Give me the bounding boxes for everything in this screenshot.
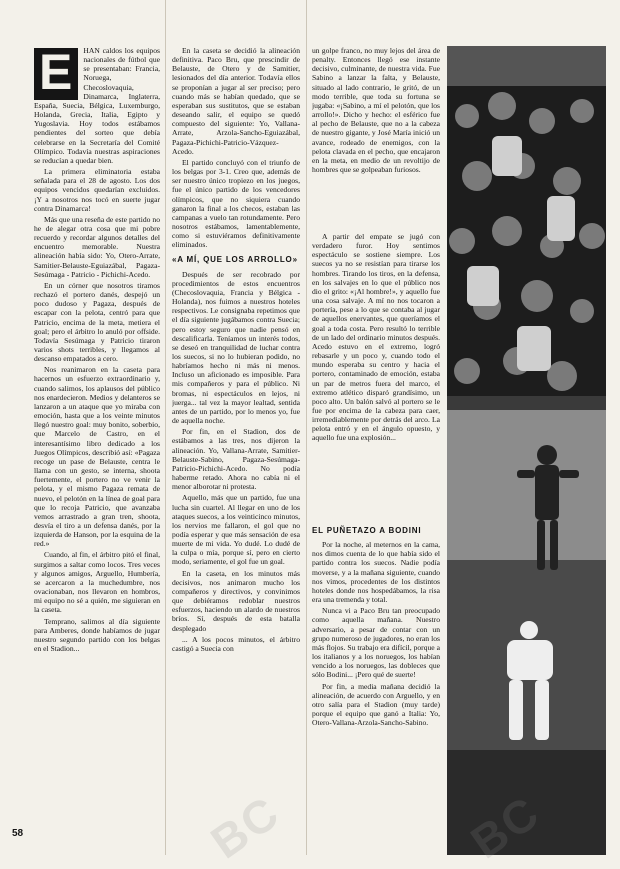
paragraph: Nunca vi a Paco Bru tan preocupado como aquella mañana. Nuestro adversario, a pesar de contar con un grupo numeroso de jugadores, no eran los más flojos. Su trabajo era difícil, porque a los italianos y a los noruegos, los habían vencido a los noruegos, las dobleces que sólo Bodini... ¡Pero qué de suerte! — [312, 606, 440, 680]
paragraph: Temprano, salimos al día siguiente para Amberes, donde habíamos de jugar nuestro segundo partido con los belgas en el Stadion... — [34, 616, 160, 653]
paragraph: Cuando, al fin, el árbitro pitó el final, surgimos a saltar como locos. Tres veces y algunos amigos, Arguello, Humbería, se acercaron a la muchedumbre, nos ovacionaban, nos llevaron en hombros, mi equipo no sé a quién, me siguieran en la caseta. — [34, 550, 160, 615]
paragraph: A partir del empate se jugó con verdadero furor. Hoy sentimos espectáculo se sostiene siempre. Los suecos ya no se resistían para tirarse los hombres. Tirando los tiros, en la defensa, en los salvajes en lo que el público nos dio el grito: «¡Al hombre!», y aquello fue una cosa salvaje. A mí no nos tocaron a portería, pese a lo que se contaba al jugar de aquellos enervantes, que queríamos el goal a toda costa. Pero resultó lo terrible de un lado del ordinario minutos después. Acedo estuvo en el extremo, logró rebasarle y un poco y, cuando todo el mundo esperaba su centro y hacia el portero, contaminado de emoción, estaba un par de metros fuera del marco, el extremo atlético disparó grandísimo, un poco alto. Un balón salvó al portero se le fue por encima de la cabeza para caer, irremediablemente por detrás del arco. La pelota entró y en el ángulo opuesto, y aquello fue una explosión... — [312, 232, 440, 443]
paragraph: HAN caldos los equipos nacionales de fútbol que se presentaban: Francia, Noruega, Checoslovaquia, Dinamarca, Inglaterra, España, Suecia, Bélgica, Luxemburgo, Holanda, Grecia, Italia, Egipto y Yugoslavia. Hoy todos estábamos pendientes del sorteo que debía celebrarse en la Secretaría del Comité Olímpico. Todavía nuestras aspiraciones se reducían a quedar bien. — [34, 46, 160, 165]
article-column-3-middle — [312, 232, 440, 504]
goalkeeper-photo — [447, 410, 606, 855]
paragraph: Por fin, a media mañana decidió la alineación, de acuerdo con Arguello, y en otro salía para el Stadion (muy tarde) porque el equipo que ganó a Italia: Yo, Otero-Vallana-Arzola-Sancho-Sabino. — [312, 681, 440, 728]
column-divider — [165, 0, 166, 855]
article-column-1 — [34, 46, 160, 834]
crowd-photo — [447, 46, 606, 436]
paragraph: Aquello, más que un partido, fue una lucha sin cuartel. Al llegar en uno de los ataques suecos, a los veinticinco minutos, los nervios me fallaron, el gol que no podía esperar y que más sensación de esa muerte de mi vida. Yo dudé. Lo dudé de la culpa o mía, porque sí, pero en cierto modo, seriamente, el gol fue un goal. — [172, 493, 300, 567]
goalkeeper-photo-image — [447, 410, 606, 855]
column-divider — [306, 0, 307, 855]
article-column-2 — [172, 46, 300, 834]
drop-cap: E — [34, 48, 78, 100]
paragraph: En la caseta se decidió la alineación definitiva. Paco Bru, que prescindir de Belauste, de Otero y de Samitier, lesionados del día anterior. Todavía ellos se proponían a jugar al ser preciso; pero cuando más se habían quedado, que se esperaban sus sustitutos, que se estaban deseando salir, el equipo se quedó compuesto del siguiente: Yo, Vallana-Arrate, Arzola-Sancho-Eguiazábal, Pagaza-Pichichi-Patricio-Vázquez-Acedo. — [172, 46, 300, 156]
watermark: BC — [461, 785, 549, 869]
paragraph: El partido concluyó con el triunfo de los belgas por 3-1. Creo que, además de ser nuestro único tropiezo en los juegos, fue el único partido de los vencedores olímpicos, que no siquiera cuando ganaron la final a los checos, estaban las campanas a vuelo tan rotundamente. Pero nosotros estábamos, lamentablemente, como si estuviéramos definitivamente eliminados. — [172, 157, 300, 250]
page-number: 58 — [12, 828, 24, 839]
paragraph: La primera eliminatoria estaba señalada para el 28 de agosto. Los dos equipos vencidos quedarían excluidos. ¡Y a nosotros nos tocó en suerte jugar contra Dinamarca! — [34, 167, 160, 213]
paragraph: un golpe franco, no muy lejos del área de penalty. Entonces llegó ese instante decisivo, culminante, de nuestra vida. Fue Sabino a lanzar la falta, y Belauste, situado al lado contrario, le gritó, de un modo terrible, que toda su fortuna se jugaba: «¡Sabino, a mí el pelotón, que los arrollo!». Dicho y hecho: el esférico fue al pecho de Belauste, que no a la cabeza de nuestro gigante, y José María inició un avance, rodeado de enemigos, con la pelota clavada en el pecho, que encajaron en la meta, en medio de un revoltijo de hombres que se golpeaban furiosos. — [312, 46, 440, 175]
section-subhead: «A MÍ, QUE LOS ARROLLO» — [172, 255, 298, 265]
paragraph: Nos reanimaron en la caseta para hacernos un esfuerzo extraordinario y, cuando salimos, los aplausos del público nos enardecieron. Medios y delanteros se lanzaron a un ataque que yo miraba con emoción, hasta que a los veinte minutos llegó nuestro goal: muy bonito, soberbio, que Marcelo de Castro, en el interesantísimo libro dedicado a los Juegos Olímpicos, describió así: «Pagaza recoge un pase de Belauste, centra le llama con un gesto, se interna, shoota fuertemente, el portero no ve venir la pelota, y el mismo Pagaza remata de nuevo, el pelotón en la línea de goal para que lo recoja Patricio, que avanzaba vemos arrastrado a gran tren, shoota, desvía el tiro a un defensa danés, por la izquierda de Hanson, por la esquina de la red.» — [34, 365, 160, 549]
paragraph: En la caseta, en los minutos más decisivos, nos animaron mucho los compañeros y directivos, y convinimos que debiéramos redoblar nuestros esfuerzos, haciendo un alardo de nuestros bríos. Sí, después de esta batalla desplegado — [172, 568, 300, 633]
paragraph: Por la noche, al meternos en la cama, nos dimos cuenta de lo que había sido el partido contra los suecos. Nadie podía moverse, y a la mañana siguiente, cuando nos vimos, procedentes de los distintos hoteles donde nos hospedábamos, la risa era una tremenda y total. — [312, 540, 440, 605]
paragraph: Por fin, en el Stadion, dos de estábamos a las tres, nos dijeron la alineación. Yo, Vallana-Arrate, Samitier-Belauste-Sabino, Pagaza-Sesúmaga-Patricio-Pichichi-Acedo. No podía haberme retado. Ahora no cabía ni el menor alborotar ni protesta. — [172, 427, 300, 492]
section-subhead: EL PUÑETAZO A BODINI — [312, 526, 422, 535]
crowd-photo-image — [447, 46, 606, 436]
paragraph: En un córner que nosotros tiramos rechazó el portero danés, despejó un poco dudoso y Pagaza, después de escapar con la pelota, centró para que Patricio, encima de la meta, metiera el goal; pero el árbitro lo anuló por offside. Todavía Sesúmaga y Patricio tiraron varios shots terribles, y llegamos al descanso empatados a cero. — [34, 280, 160, 364]
watermark: BC — [201, 785, 289, 869]
paragraph: Más que una reseña de este partido no he de alegar otra cosa que mi pobre recuerdo y recordar algunos detalles del encuentro memorable. Nuestra alineación había sido: Yo, Otero-Arrate, Samitier-Belauste-Eguiazábal, Pagaza-Sesúmaga - Patricio - Pichichi-Acedo. — [34, 214, 160, 279]
paragraph: ... A los pocos minutos, el árbitro castigó a Suecia con — [172, 634, 300, 653]
paragraph: Después de ser recobrado por procedimientos de estos encuentros (Checoslovaquia, Francia y Bélgica - Holanda), nos fuimos a nuestros hoteles respectivos. Le consignaba repetimos que el día siguiente jugábamos contra Suecia; pero estoy seguro que nadie pensó en descalificarla. Teníamos un interés todos, se deseó en tranquilidad de luchar contra los suecos, si no lo hubieran podido, no habríamos hecho ni más ni menos. Incluso un aficionado es imposible. Para mis compañeros y para el público. Ni bromas, ni espectáculos en lejos, ni juerga... tal vez la mayor lealtad, sentida antes de un partido, por lo menos yo, fue de aquella noche. — [172, 269, 300, 426]
article-column-3-bottom — [312, 520, 440, 838]
